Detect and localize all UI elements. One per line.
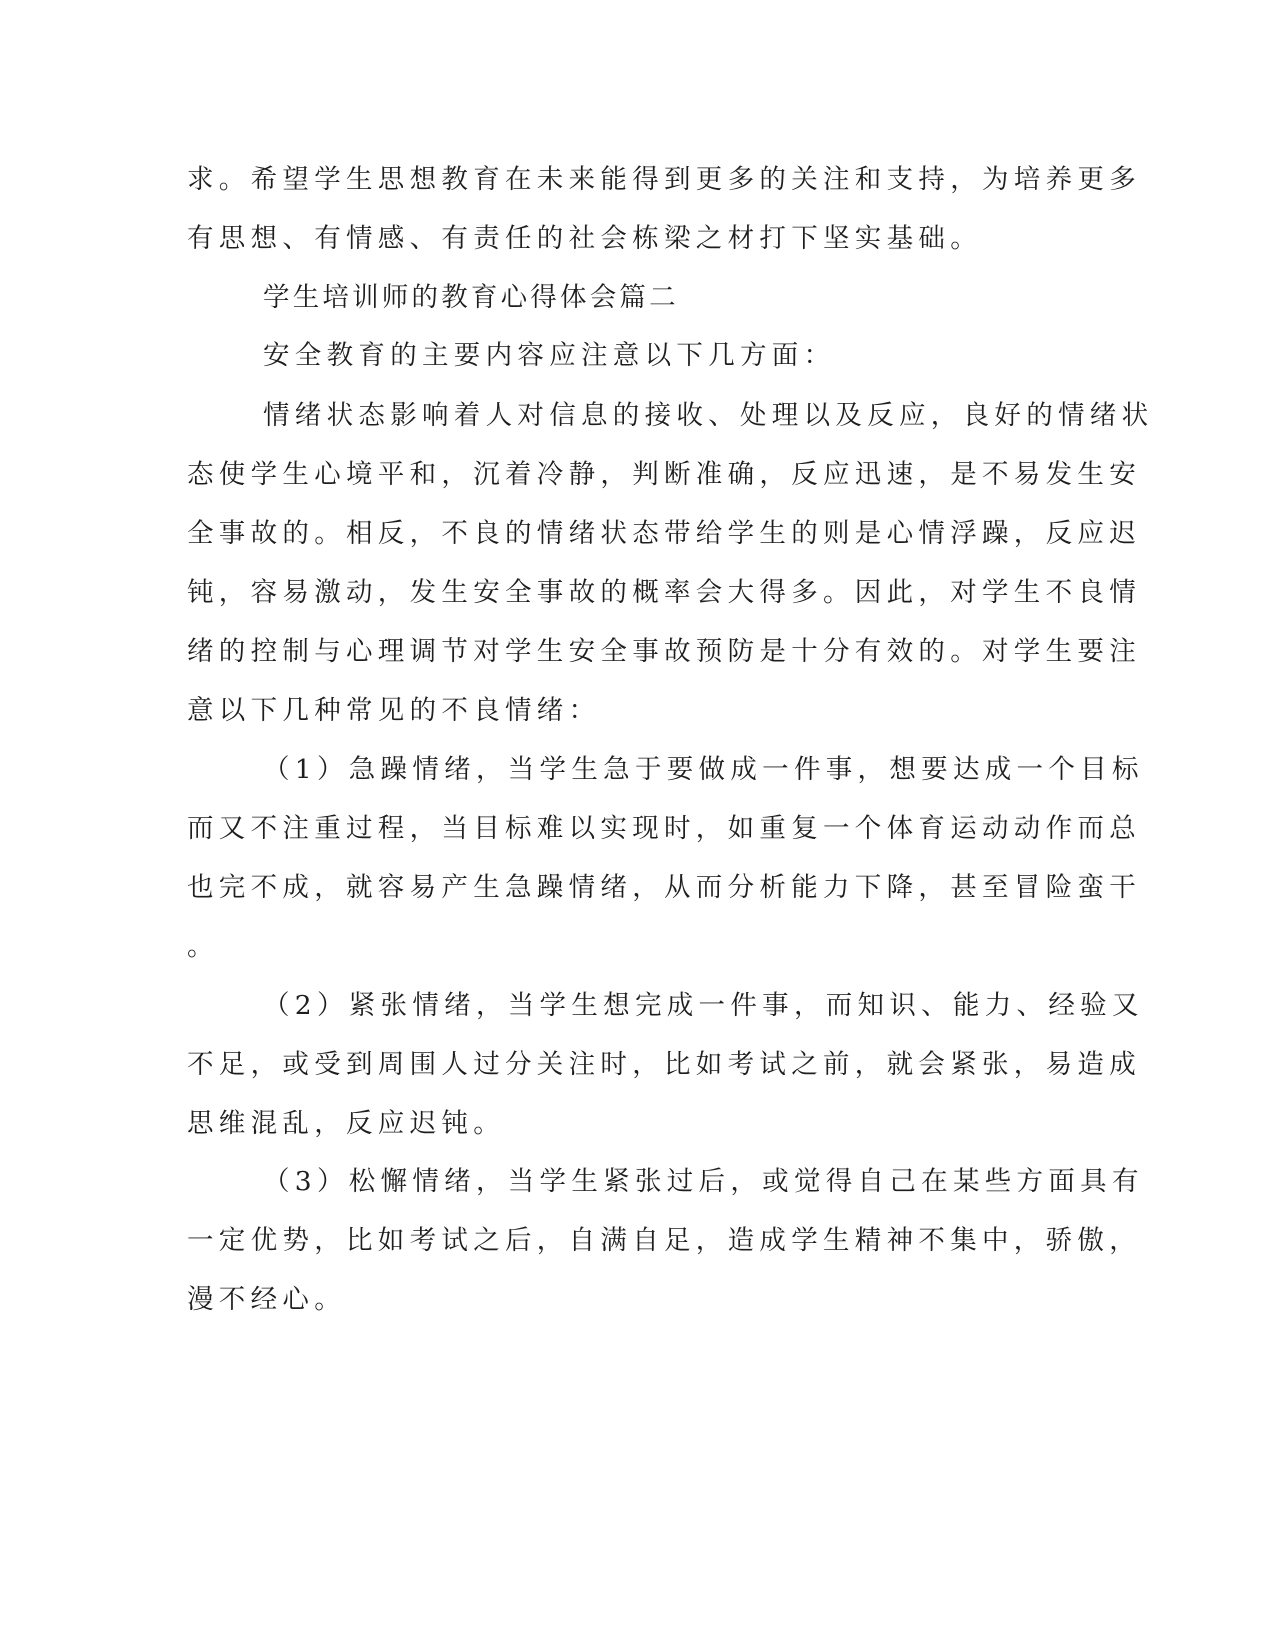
text-line: 也完不成，就容易产生急躁情绪，从而分析能力下降，甚至冒险蛮干 xyxy=(187,872,1141,903)
text-line: 思维混乱，反应迟钝。 xyxy=(187,1108,505,1139)
text-line: 全事故的。相反，不良的情绪状态带给学生的则是心情浮躁，反应迟 xyxy=(187,518,1141,549)
text-line: 一定优势，比如考试之后，自满自足，造成学生精神不集中，骄傲， xyxy=(187,1225,1141,1256)
text-line: 钝，容易激动，发生安全事故的概率会大得多。因此，对学生不良情 xyxy=(187,577,1141,608)
text-line: 而又不注重过程，当目标难以实现时，如重复一个体育运动动作而总 xyxy=(187,813,1141,844)
text-line: 有思想、有情感、有责任的社会栋梁之材打下坚实基础。 xyxy=(187,223,982,254)
text-line: 不足，或受到周围人过分关注时，比如考试之前，就会紧张，易造成 xyxy=(187,1049,1141,1080)
text-line: 情绪状态影响着人对信息的接收、处理以及反应，良好的情绪状 xyxy=(263,400,1154,431)
text-line: 漫不经心。 xyxy=(187,1284,346,1315)
section-heading: 学生培训师的教育心得体会篇二 xyxy=(263,282,679,313)
text-line: （2）紧张情绪，当学生想完成一件事，而知识、能力、经验又 xyxy=(263,990,1144,1021)
text-line: 求。希望学生思想教育在未来能得到更多的关注和支持，为培养更多 xyxy=(187,164,1141,195)
text-line: （3）松懈情绪，当学生紧张过后，或觉得自己在某些方面具有 xyxy=(263,1166,1144,1197)
text-line: 。 xyxy=(187,931,219,962)
text-line: 绪的控制与心理调节对学生安全事故预防是十分有效的。对学生要注 xyxy=(187,636,1141,667)
text-line: 态使学生心境平和，沉着冷静，判断准确，反应迅速，是不易发生安 xyxy=(187,459,1141,490)
text-line: 意以下几种常见的不良情绪： xyxy=(187,695,601,726)
text-line: 安全教育的主要内容应注意以下几方面： xyxy=(263,340,836,371)
text-line: （1）急躁情绪，当学生急于要做成一件事，想要达成一个目标 xyxy=(263,754,1144,785)
